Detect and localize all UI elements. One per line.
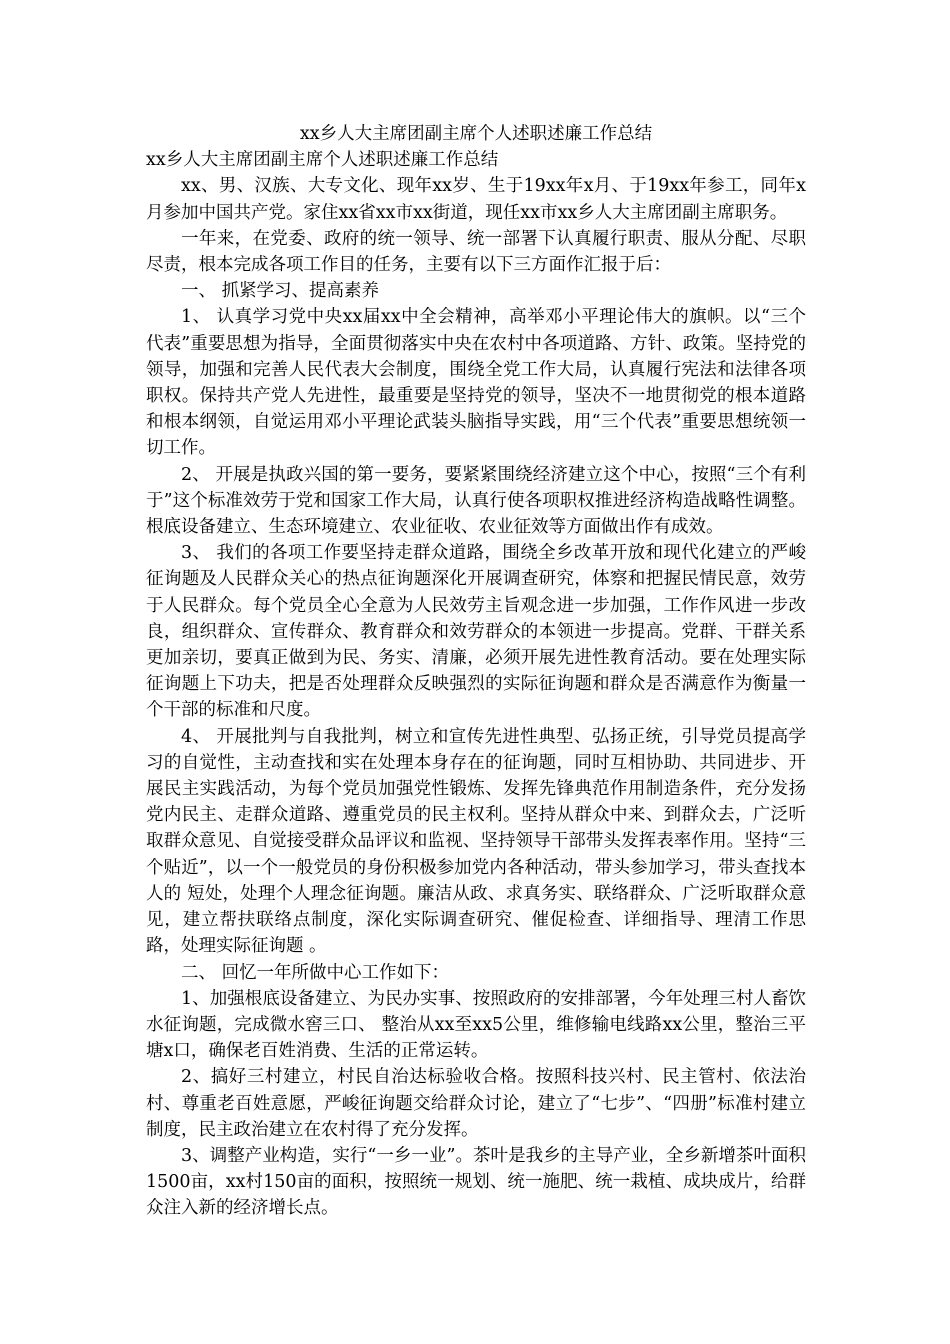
paragraph-work-1: 1、加强根底设备建立、为民办实事、按照政府的安排部署，今年处理三村人畜饮水征询题，完成微水窖三口、 整治从xx至xx5公里，维修输电线路xx公里，整治三平塘x口，确保老百姓消费、生活的正常运转。 (146, 988, 806, 1062)
document-body (146, 121, 806, 1222)
paragraph-intro: xx、男、汉族、大专文化、现年xx岁、生于19xx年x月、于19xx年参工，同年x月参加中国共产党。家住xx省xx市xx街道，现任xx市xx乡人大主席团副主席职务。 (146, 176, 806, 223)
section-heading-1: 一、 抓紧学习、提高素养 (181, 281, 380, 302)
paragraph-item-4: 4、 开展批判与自我批判，树立和宣传先进性典型、弘扬正统，引导党员提高学习的自觉性，主动查找和实在处理本身存在的征询题，同时互相协助、共同进步、开展民主实践活动，为每个党员加强党性锻炼、发挥先锋典范作用制造条件，充分发扬党内民主、走群众道路、遵重党员的民主权利。坚持从群众中来、到群众去，广泛听取群众意见、自觉接受群众品评议和监视、坚持领导干部带头发挥表率作用。坚持“三个贴近”，以一个一般党员的身份积极参加党内各种活动，带头参加学习，带头查找本人的 短处，处理个人理念征询题。廉洁从政、求真务实、联络群众、广泛听取群众意见，建立帮扶联络点制度，深化实际调查研究、催促检查、详细指导、理清工作思路，处理实际征询题 。 (146, 726, 806, 957)
section-heading-2: 二、 回忆一年所做中心工作如下： (181, 962, 450, 983)
document-title: xx乡人大主席团副主席个人述职述廉工作总结 (299, 124, 653, 144)
paragraph-item-3: 3、 我们的各项工作要坚持走群众道路，围绕全乡改革开放和现代化建立的严峻征询题及人民群众关心的热点征询题深化开展调查研究，体察和把握民情民意，效劳于人民群众。每个党员全心全意为人民效劳主旨观念进一步加强，工作作风进一步改良，组织群众、宣传群众、教育群众和效劳群众的本领进一步提高。党群、干群关系更加亲切，要真正做到为民、务实、清廉，必须开展先进性教育活动。要在处理实际征询题上下功夫，把是否处理群众反映强烈的实际征询题和群众是否满意作为衡量一个干部的标准和尺度。 (146, 543, 806, 721)
paragraph-work-2: 2、搞好三村建立，村民自治达标验收合格。按照科技兴村、民主管村、依法治村、尊重老百姓意愿，严峻征询题交给群众讨论，建立了“七步”、“四册”标准村建立制度，民主政治建立在农村得了充分发挥。 (146, 1067, 806, 1140)
paragraph-item-1: 1、 认真学习党中央xx届xx中全会精神，高举邓小平理论伟大的旗帜。以“三个代表”重要思想为指导，全面贯彻落实中央在农村中各项道路、方针、政策。坚持党的领导，加强和完善人民代表大会制度，围绕全党工作大局，认真履行宪法和法律各项职权。保持共产党人先进性，最重要是坚持党的领导，坚决不一地贯彻党的根本道路和根本纲领，自觉运用邓小平理论武装头脑指导实践，用“三个代表”重要思想统领一切工作。 (146, 307, 806, 459)
paragraph-summary: 一年来，在党委、政府的统一领导、统一部署下认真履行职责、服从分配、尽职尽责，根本完成各项工作目的任务，主要有以下三方面作汇报于后： (146, 228, 806, 276)
paragraph-item-2: 2、 开展是执政兴国的第一要务，要紧紧围绕经济建立这个中心，按照“三个有利于”这个标准效劳于党和国家工作大局，认真行使各项职权推进经济构造战略性调整。根底设备建立、生态环境建立、农业征收、农业征效等方面做出作有成效。 (146, 464, 806, 538)
paragraph-work-3: 3、调整产业构造，实行“一乡一业”。茶叶是我乡的主导产业，全乡新增茶叶面积1500亩，xx村150亩的面积，按照统一规划、统一施肥、统一栽植、成块成片，给群众注入新的经济增长点。 (146, 1145, 806, 1219)
document-subtitle: xx乡人大主席团副主席个人述职述廉工作总结 (146, 150, 499, 171)
